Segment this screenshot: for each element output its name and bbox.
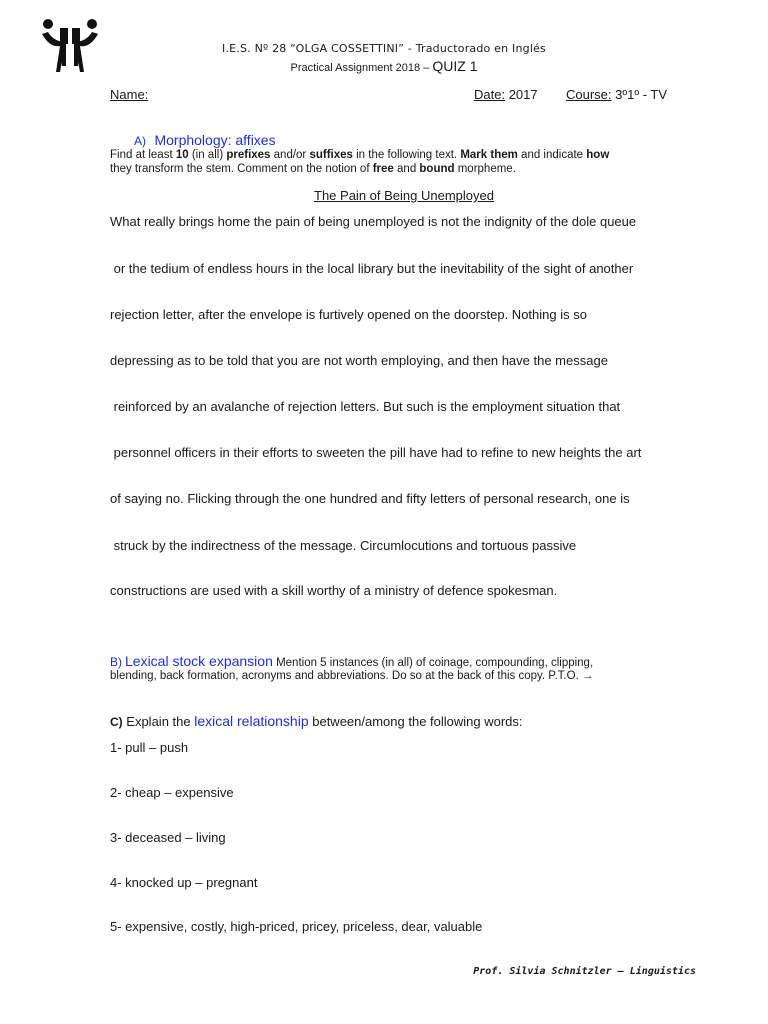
name-label: Name: xyxy=(110,87,149,102)
section-b-text-cont: blending, back formation, acronyms and abbreviations. Do so at the back of this copy. P.T.O. → xyxy=(110,670,594,682)
word-item: 1- pull – push xyxy=(110,740,189,755)
passage-line: struck by the indirectness of the message. Circumlocutions and tortuous passive xyxy=(110,538,577,553)
section-a-title: Morphology: affixes xyxy=(154,132,276,148)
institution-heading: I.E.S. Nº 28 “OLGA COSSETTINI” - Traductorado en Inglés xyxy=(222,42,546,55)
quiz-label: QUIZ 1 xyxy=(432,58,478,74)
instr-bold: 10 xyxy=(175,149,189,161)
section-c-title: lexical relationship xyxy=(194,713,309,729)
section-a-instructions xyxy=(110,148,609,176)
course-value: 3º1º - TV xyxy=(615,87,668,102)
footer-author: Prof. Silvia Schnitzler – Linguistics xyxy=(473,966,696,977)
word-item: 2- cheap – expensive xyxy=(110,785,234,800)
instr-bold: prefixes xyxy=(226,149,271,161)
instr-text: in the following text. xyxy=(352,149,461,161)
passage-line: personnel officers in their efforts to sweeten the pill have had to refine to new heights the art xyxy=(110,445,642,460)
section-a-letter: A) xyxy=(134,134,146,148)
instr-text: they transform the stem. Comment on the notion of xyxy=(110,163,373,175)
section-c-post: between/among the following words: xyxy=(308,714,523,729)
passage-line: What really brings home the pain of being unemployed is not the indignity of the dole queue xyxy=(110,214,637,229)
word-item: 3- deceased – living xyxy=(110,830,226,845)
course-field xyxy=(566,87,667,102)
instr-bold: Mark them xyxy=(460,149,518,161)
instr-bold: suffixes xyxy=(309,149,353,161)
passage-line: reinforced by an avalanche of rejection letters. But such is the employment situation that xyxy=(110,399,621,414)
instr-text: and indicate xyxy=(517,149,587,161)
assignment-subheading xyxy=(0,58,768,74)
assignment-label: Practical Assignment 2018 – xyxy=(290,62,430,74)
section-c-pre: Explain the xyxy=(122,714,195,729)
date-label: Date: xyxy=(474,87,506,102)
instr-text: and xyxy=(393,163,420,175)
date-value: 2017 xyxy=(508,87,538,102)
word-item: 5- expensive, costly, high-priced, pricey, priceless, dear, valuable xyxy=(110,919,483,934)
passage-line: rejection letter, after the envelope is furtively opened on the doorstep. Nothing is so xyxy=(110,307,587,322)
section-c-heading xyxy=(110,713,523,729)
section-b-letter: B) xyxy=(110,655,122,669)
word-item: 4- knocked up – pregnant xyxy=(110,875,258,890)
instr-bold: bound xyxy=(419,163,455,175)
instr-text: morpheme. xyxy=(454,163,516,175)
passage-line: depressing as to be told that you are not worth employing, and then have the message xyxy=(110,353,608,368)
instr-text: and/or xyxy=(270,149,310,161)
section-b-text: Mention 5 instances (in all) of coinage, compounding, clipping, xyxy=(272,657,594,669)
passage-line: constructions are used with a skill worthy of a ministry of defence spokesman. xyxy=(110,583,558,598)
course-label: Course: xyxy=(566,87,612,102)
instr-bold: how xyxy=(586,149,610,161)
section-b-title: Lexical stock expansion xyxy=(125,653,273,669)
text-title: The Pain of Being Unemployed xyxy=(314,188,494,203)
passage-line: or the tedium of endless hours in the local library but the inevitability of the sight of another xyxy=(110,261,634,276)
instr-text: (in all) xyxy=(188,149,227,161)
instr-text: Find at least xyxy=(110,149,176,161)
section-c-letter: C) xyxy=(110,715,123,729)
instr-bold: free xyxy=(372,163,394,175)
date-field xyxy=(474,87,538,102)
passage-line: of saying no. Flicking through the one hundred and fifty letters of personal research, one is xyxy=(110,491,630,506)
